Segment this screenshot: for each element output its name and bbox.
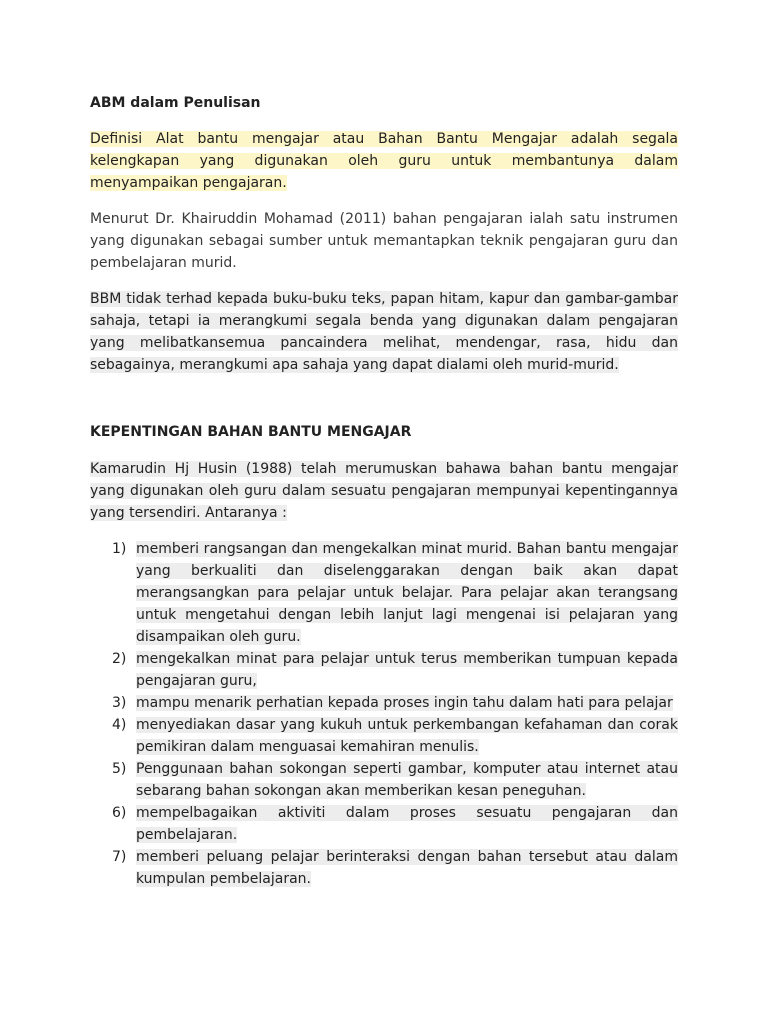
list-item-text: mempelbagaikan aktiviti dalam proses sesuatu pengajaran dan pembelajaran. [136, 805, 678, 843]
list-item-number: 5) [112, 761, 127, 777]
list-item [90, 758, 678, 802]
list-item-text: Penggunaan bahan sokongan seperti gambar, komputer atau internet atau sebarang bahan sokongan akan memberikan kesan peneguhan. [136, 761, 678, 799]
section-heading-abm [90, 92, 678, 114]
list-item-text: menyediakan dasar yang kukuh untuk perkembangan kefahaman dan corak pemikiran dalam menguasai kemahiran menulis. [136, 717, 678, 755]
list-item [90, 846, 678, 890]
list-item-text: mengekalkan minat para pelajar untuk terus memberikan tumpuan kepada pengajaran guru, [136, 651, 678, 689]
list-item-number: 4) [112, 717, 127, 733]
list-item-number: 2) [112, 651, 127, 667]
bbm-paragraph [90, 288, 678, 376]
intro-paragraph [90, 458, 678, 524]
list-item-text: memberi peluang pelajar berinteraksi dengan bahan tersebut atau dalam kumpulan pembelajaran. [136, 849, 678, 887]
menurut-text: Menurut Dr. Khairuddin Mohamad (2011) bahan pengajaran ialah satu instrumen yang digunakan sebagai sumber untuk memantapkan teknik pengajaran guru dan pembelajaran murid. [90, 211, 678, 271]
list-item [90, 648, 678, 692]
list-item [90, 802, 678, 846]
list-item-text: mampu menarik perhatian kepada proses ingin tahu dalam hati para pelajar [136, 695, 673, 711]
importance-list [90, 538, 678, 890]
list-item-number: 1) [112, 541, 127, 557]
list-item-text: memberi rangsangan dan mengekalkan minat murid. Bahan bantu mengajar yang berkualiti dan diselenggarakan dengan baik akan dapat merangsangkan para pelajar untuk belajar. Para pelajar akan terangsang untuk mengetahui dengan lebih lanjut lagi mengenai isi pelajaran yang disampaikan oleh guru. [136, 541, 678, 645]
list-item [90, 538, 678, 648]
definition-paragraph [90, 128, 678, 194]
definition-text: Definisi Alat bantu mengajar atau Bahan Bantu Mengajar adalah segala kelengkapan yang digunakan oleh guru untuk membantunya dalam menyampaikan pengajaran. [90, 131, 678, 191]
list-item [90, 692, 678, 714]
section-heading-abm-text: ABM dalam Penulisan [90, 95, 261, 111]
bbm-text: BBM tidak terhad kepada buku-buku teks, papan hitam, kapur dan gambar-gambar sahaja, tetapi ia merangkumi segala benda yang digunakan dalam pengajaran yang melibatkansemua pancaindera melihat, mendengar, rasa, hidu dan sebagainya, merangkumi apa sahaja yang dapat dialami oleh murid-murid. [90, 291, 678, 373]
list-item-number: 3) [112, 695, 127, 711]
intro-text: Kamarudin Hj Husin (1988) telah merumuskan bahawa bahan bantu mengajar yang digunakan oleh guru dalam sesuatu pengajaran mempunyai kepentingannya yang tersendiri. Antaranya : [90, 461, 678, 521]
document-content [90, 92, 678, 890]
section-heading-kepentingan-text: KEPENTINGAN BAHAN BANTU MENGAJAR [90, 424, 412, 440]
menurut-paragraph [90, 208, 678, 274]
list-item-number: 6) [112, 805, 127, 821]
list-item-number: 7) [112, 849, 127, 865]
list-item [90, 714, 678, 758]
section-heading-kepentingan [90, 421, 678, 443]
